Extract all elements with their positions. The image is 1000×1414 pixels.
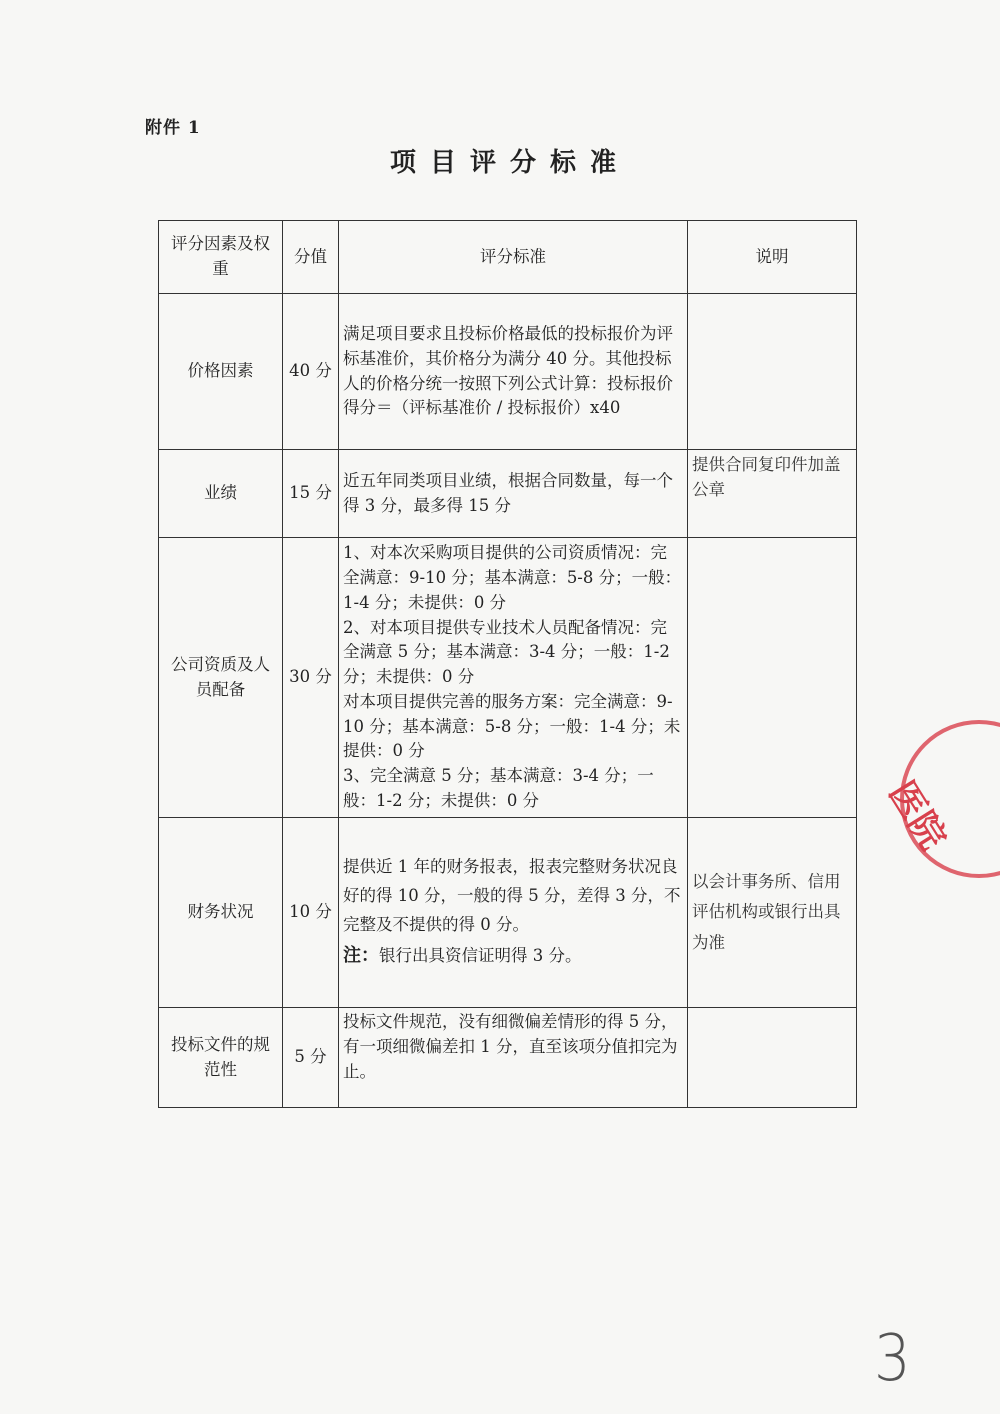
table-row: [159, 818, 857, 1008]
scoring-table: [158, 220, 857, 1108]
row-factor: 财务状况: [159, 818, 283, 1008]
criteria-line: 对本项目提供完善的服务方案：完全满意：9-10 分；基本满意：5-8 分；一般：1-4 分；未提供：0 分: [343, 691, 681, 761]
row-criteria: 满足项目要求且投标价格最低的投标报价为评标基准价，其价格分为满分 40 分。其他投标人的价格分统一按照下列公式计算：投标报价得分＝（评标基准价 / 投标报价）x40: [339, 294, 688, 450]
row-criteria: [339, 818, 688, 1008]
row-factor: 价格因素: [159, 294, 283, 450]
attachment-label: 附件 1: [145, 118, 201, 138]
table-row: [159, 1008, 857, 1108]
row-note: [688, 1008, 857, 1108]
table-row: [159, 538, 857, 818]
criteria-line: 3、完全满意 5 分；基本满意：3-4 分；一般：1-2 分；未提供：0 分: [343, 766, 654, 810]
page-title: 项目评分标准: [389, 148, 630, 178]
row-factor: 投标文件的规范性: [159, 1008, 283, 1108]
row-factor: 公司资质及人员配备: [159, 538, 283, 818]
table-row: [159, 294, 857, 450]
row-score: 30 分: [283, 538, 339, 818]
row-note: 提供合同复印件加盖公章: [688, 450, 857, 538]
seal-stamp-text: 医院: [880, 774, 954, 858]
row-score: 40 分: [283, 294, 339, 450]
row-note: [688, 294, 857, 450]
row-score: 15 分: [283, 450, 339, 538]
row-note: 以会计事务所、信用评估机构或银行出具为准: [688, 818, 857, 1008]
row-criteria: 投标文件规范，没有细微偏差情形的得 5 分，有一项细微偏差扣 1 分，直至该项分值扣完为止。: [339, 1008, 688, 1108]
footnote-prefix: 注：: [343, 945, 379, 967]
header-score: 分值: [283, 221, 339, 294]
criteria-line: 1、对本次采购项目提供的公司资质情况：完全满意：9-10 分；基本满意：5-8 分；一般：1-4 分；未提供：0 分: [343, 543, 682, 612]
table-row: [159, 450, 857, 538]
header-factor: 评分因素及权重: [159, 221, 283, 294]
table-header-row: [159, 221, 857, 294]
row-criteria: 近五年同类项目业绩，根据合同数量，每一个得 3 分，最多得 15 分: [339, 450, 688, 538]
row-score: 5 分: [283, 1008, 339, 1108]
row-factor: 业绩: [159, 450, 283, 538]
header-note: 说明: [688, 221, 857, 294]
footnote-text: 银行出具资信证明得 3 分。: [379, 946, 582, 966]
criteria-line: 2、对本项目提供专业技术人员配备情况：完全满意 5 分；基本满意：3-4 分；一般：1-2 分；未提供：0 分: [343, 617, 670, 687]
page-number: 3: [874, 1322, 911, 1396]
row-criteria: [339, 538, 688, 818]
row-score: 10 分: [283, 818, 339, 1008]
criteria-footnote: [343, 940, 683, 972]
header-criteria: 评分标准: [339, 221, 688, 294]
criteria-text: 提供近 1 年的财务报表，报表完整财务状况良好的得 10 分，一般的得 5 分，差得 3 分，不完整及不提供的得 0 分。: [343, 857, 681, 935]
row-note: [688, 538, 857, 818]
